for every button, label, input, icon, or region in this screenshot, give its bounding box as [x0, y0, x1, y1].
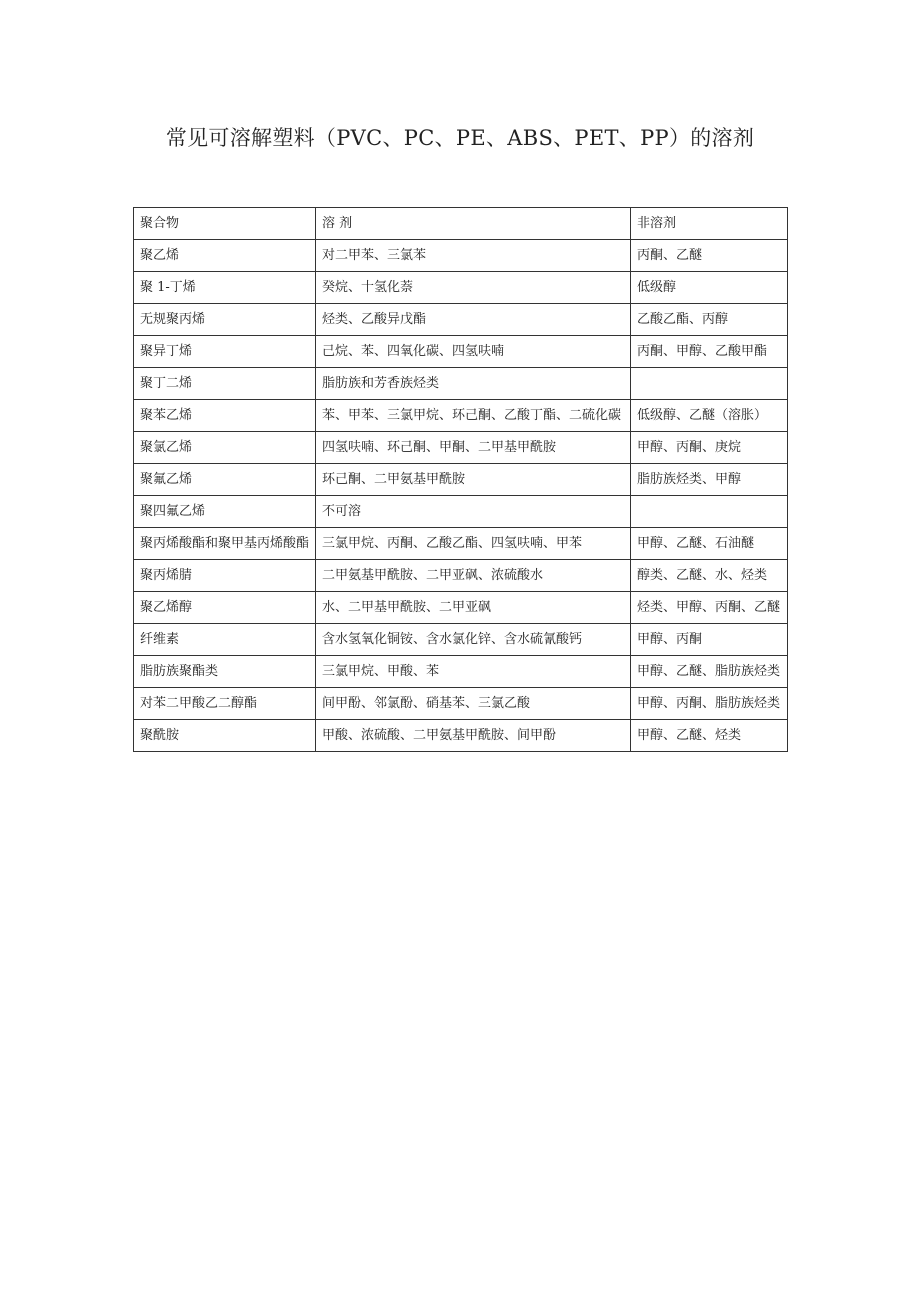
table-row: [134, 720, 788, 752]
solvent-cell: 烃类、乙酸异戊酯: [316, 304, 631, 336]
solvent-cell: 苯、甲苯、三氯甲烷、环己酮、乙酸丁酯、二硫化碳: [316, 400, 631, 432]
header-non-solvent-cell: 非溶剂: [631, 208, 788, 240]
solvent-cell: 不可溶: [316, 496, 631, 528]
solvent-cell: 二甲氨基甲酰胺、二甲亚砜、浓硫酸水: [316, 560, 631, 592]
table-row: [134, 272, 788, 304]
non-solvent-cell: 醇类、乙醚、水、烃类: [631, 560, 788, 592]
polymer-cell: 聚异丁烯: [134, 336, 316, 368]
solvent-cell: 三氯甲烷、丙酮、乙酸乙酯、四氢呋喃、甲苯: [316, 528, 631, 560]
solvent-cell: 含水氢氧化铜铵、含水氯化锌、含水硫氰酸钙: [316, 624, 631, 656]
non-solvent-cell: 低级醇: [631, 272, 788, 304]
table-row: [134, 688, 788, 720]
solvent-cell: 癸烷、十氢化萘: [316, 272, 631, 304]
polymer-cell: 聚酰胺: [134, 720, 316, 752]
table-row: [134, 656, 788, 688]
table-row: [134, 304, 788, 336]
non-solvent-cell: 甲醇、丙酮、庚烷: [631, 432, 788, 464]
non-solvent-cell: 丙酮、乙醚: [631, 240, 788, 272]
non-solvent-cell: 甲醇、丙酮: [631, 624, 788, 656]
non-solvent-cell: 脂肪族烃类、甲醇: [631, 464, 788, 496]
non-solvent-cell: 甲醇、乙醚、烃类: [631, 720, 788, 752]
table-row: [134, 624, 788, 656]
non-solvent-cell: 丙酮、甲醇、乙酸甲酯: [631, 336, 788, 368]
non-solvent-cell: 乙酸乙酯、丙醇: [631, 304, 788, 336]
solvent-cell: 三氯甲烷、甲酸、苯: [316, 656, 631, 688]
solvent-cell: 甲酸、浓硫酸、二甲氨基甲酰胺、间甲酚: [316, 720, 631, 752]
non-solvent-cell: [631, 496, 788, 528]
solvent-cell: 对二甲苯、三氯苯: [316, 240, 631, 272]
solvent-cell: 四氢呋喃、环己酮、甲酮、二甲基甲酰胺: [316, 432, 631, 464]
table-row: [134, 528, 788, 560]
header-solvent-cell: 溶 剂: [316, 208, 631, 240]
polymer-cell: 聚乙烯醇: [134, 592, 316, 624]
polymer-cell: 聚 1-丁烯: [134, 272, 316, 304]
solvent-cell: 环己酮、二甲氨基甲酰胺: [316, 464, 631, 496]
polymer-cell: 脂肪族聚酯类: [134, 656, 316, 688]
table-row: [134, 592, 788, 624]
table-row: [134, 496, 788, 528]
table-row: [134, 240, 788, 272]
polymer-cell: 聚四氟乙烯: [134, 496, 316, 528]
table-row: [134, 464, 788, 496]
solvent-cell: 间甲酚、邻氯酚、硝基苯、三氯乙酸: [316, 688, 631, 720]
non-solvent-cell: 烃类、甲醇、丙酮、乙醚: [631, 592, 788, 624]
solvent-table: [133, 207, 788, 752]
polymer-cell: 聚丙烯腈: [134, 560, 316, 592]
non-solvent-cell: 甲醇、丙酮、脂肪族烃类: [631, 688, 788, 720]
solvent-cell: 己烷、苯、四氧化碳、四氢呋喃: [316, 336, 631, 368]
non-solvent-cell: 低级醇、乙醚（溶胀）: [631, 400, 788, 432]
polymer-cell: 对苯二甲酸乙二醇酯: [134, 688, 316, 720]
non-solvent-cell: [631, 368, 788, 400]
page-title: 常见可溶解塑料（PVC、PC、PE、ABS、PET、PP）的溶剂: [165, 126, 755, 150]
polymer-cell: 聚氯乙烯: [134, 432, 316, 464]
table-header-row: [134, 208, 788, 240]
table-row: [134, 560, 788, 592]
polymer-cell: 聚丙烯酸酯和聚甲基丙烯酸酯: [134, 528, 316, 560]
table-row: [134, 368, 788, 400]
polymer-cell: 聚苯乙烯: [134, 400, 316, 432]
polymer-cell: 聚丁二烯: [134, 368, 316, 400]
solvent-cell: 水、二甲基甲酰胺、二甲亚砜: [316, 592, 631, 624]
non-solvent-cell: 甲醇、乙醚、石油醚: [631, 528, 788, 560]
solvent-table-body: [134, 208, 788, 752]
table-row: [134, 336, 788, 368]
polymer-cell: 纤维素: [134, 624, 316, 656]
polymer-cell: 无规聚丙烯: [134, 304, 316, 336]
header-polymer-cell: 聚合物: [134, 208, 316, 240]
solvent-cell: 脂肪族和芳香族烃类: [316, 368, 631, 400]
table-row: [134, 432, 788, 464]
polymer-cell: 聚乙烯: [134, 240, 316, 272]
table-row: [134, 400, 788, 432]
non-solvent-cell: 甲醇、乙醚、脂肪族烃类: [631, 656, 788, 688]
polymer-cell: 聚氟乙烯: [134, 464, 316, 496]
